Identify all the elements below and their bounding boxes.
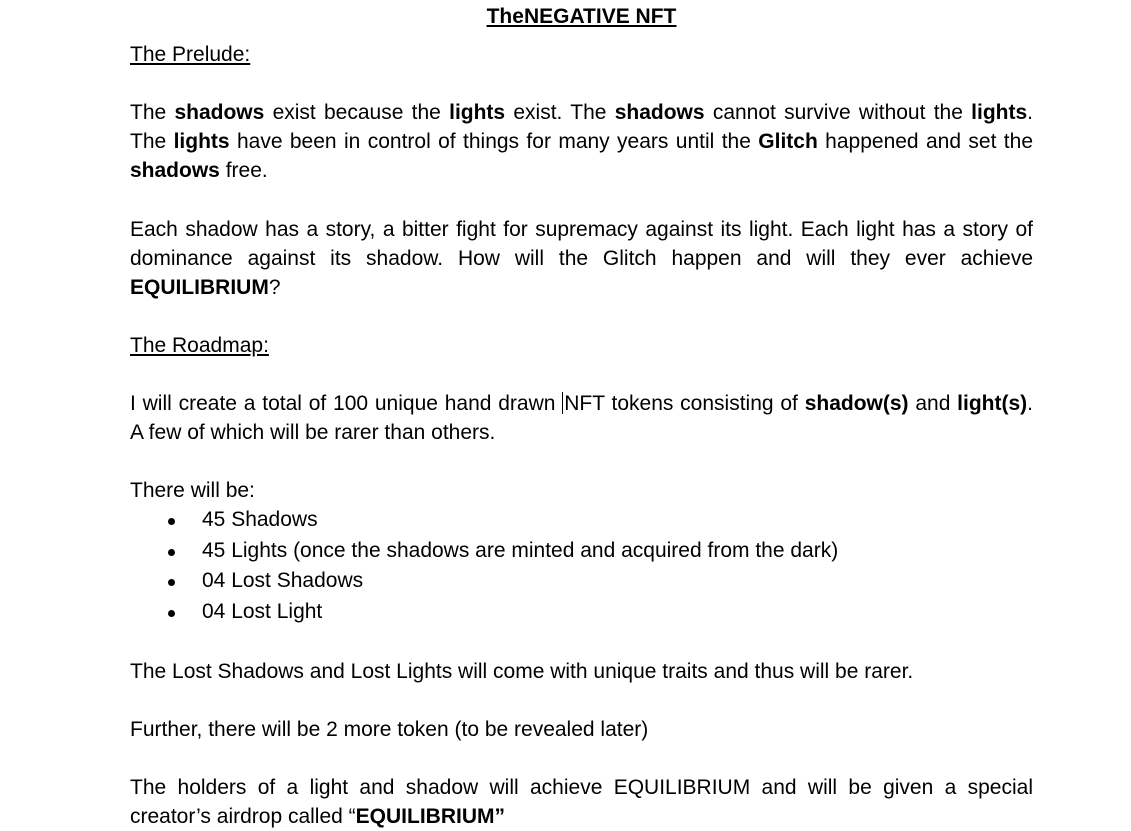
title-the: The [486,5,524,28]
roadmap-paragraph-4: The holders of a light and shadow will achieve EQUILIBRIUM and will be given a special creator’s airdrop called “EQUILIBRIUM” [130,776,1033,828]
list-item: 04 Lost Shadows [130,566,1033,597]
list-intro: There will be: [130,479,255,502]
title-rest: NEGATIVE NFT [523,5,677,28]
list-item: 45 Lights (once the shadows are minted and acquired from the dark) [130,536,1033,567]
roadmap-paragraph-1: I will create a total of 100 unique hand drawn NFT tokens consisting of shadow(s) and light(s). A few of which will be rarer than others. [130,392,1033,444]
prelude-paragraph-1: The shadows exist because the lights exist. The shadows cannot survive without the lights. The lights have been in control of things for many years until the Glitch happened and set the shadows free. [130,101,1034,182]
bullet-icon [168,518,175,525]
bullet-icon [168,579,175,586]
prelude-paragraph-2: Each shadow has a story, a bitter fight for supremacy against its light. Each light has a story of dominance against its shadow. How will the Glitch happen and will they ever achieve EQUILIBRIUM? [130,218,1033,299]
document-title [130,4,1033,30]
roadmap-list [130,505,1033,628]
bullet-icon [168,610,175,617]
list-item: 45 Shadows [130,505,1033,536]
list-item: 04 Lost Light [130,597,1033,628]
roadmap-paragraph-3: Further, there will be 2 more token (to be revealed later) [130,718,649,741]
prelude-heading: The Prelude: [130,43,251,66]
roadmap-paragraph-2: The Lost Shadows and Lost Lights will come with unique traits and thus will be rarer. [130,660,914,683]
bullet-icon [168,549,175,556]
roadmap-heading: The Roadmap: [130,334,269,357]
